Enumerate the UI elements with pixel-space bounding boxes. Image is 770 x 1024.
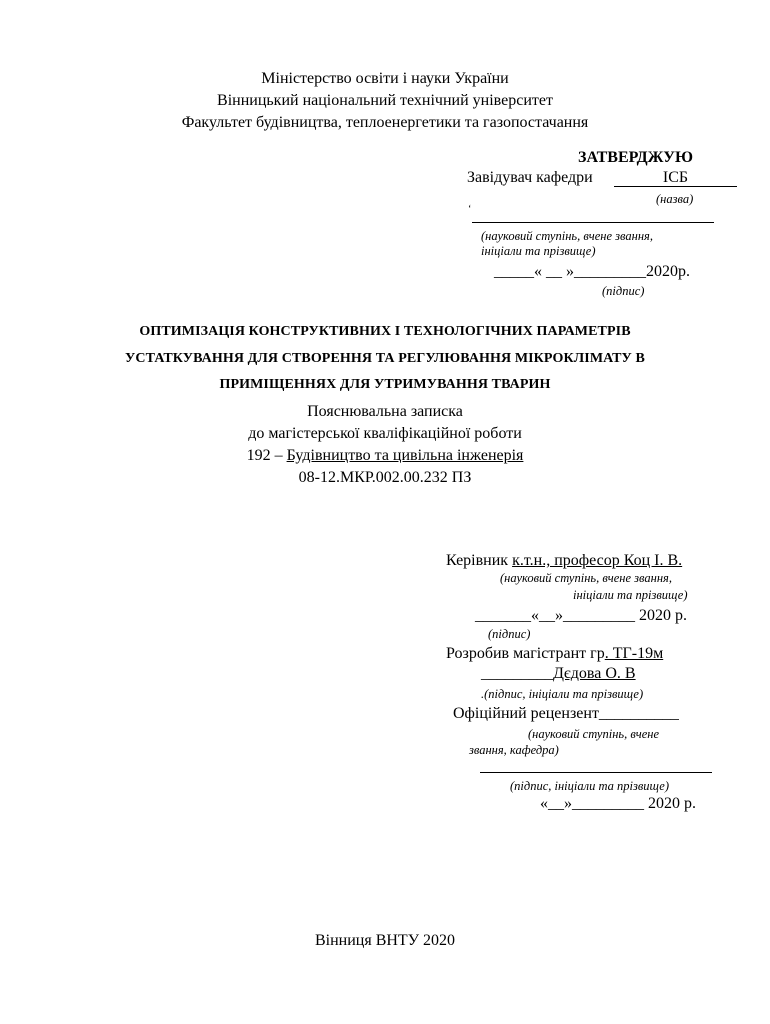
reviewer-caption-3: (підпис, ініціали та прізвище) [510, 779, 669, 793]
approval-signature-caption: (підпис) [602, 284, 645, 298]
spec-code: 192 – [246, 447, 287, 464]
reviewer-signature-line [480, 772, 712, 773]
student-group: . ТГ-19м [604, 645, 664, 662]
doc-code: 08-12.МКР.002.00.232 ПЗ [298, 469, 472, 486]
supervisor-line [446, 553, 682, 569]
doc-type: Пояснювальна записка [307, 403, 463, 420]
small-mark: ‘ [468, 204, 472, 215]
dept-name-underline [614, 186, 737, 187]
spec-name: Будівництво та цивільна інженерія [286, 447, 524, 464]
title-line-3: ПРИМІЩЕННЯХ ДЛЯ УТРИМУВАННЯ ТВАРИН [219, 377, 551, 392]
supervisor-caption-1: (науковий ступінь, вчене звання, [500, 571, 672, 585]
ministry-line: Міністерство освіти і науки України [261, 70, 509, 87]
student-line [446, 646, 663, 662]
doc-to: до магістерської кваліфікаційної роботи [248, 425, 522, 442]
supervisor-caption-2: ініціали та прізвище) [573, 588, 688, 602]
student-name: Дєдова О. В [553, 665, 636, 682]
supervisor-value: к.т.н., професор Коц І. В. [512, 552, 683, 569]
title-line-1: ОПТИМІЗАЦІЯ КОНСТРУКТИВНИХ І ТЕХНОЛОГІЧНИХ ПАРАМЕТРІВ [139, 324, 631, 339]
dept-name: ІСБ [662, 169, 689, 186]
approval-heading: ЗАТВЕРДЖУЮ [578, 149, 694, 166]
head-of-dept-label: Завідувач кафедри [467, 169, 593, 186]
student-blank: _________ [481, 665, 553, 682]
supervisor-signature-caption: (підпис) [488, 627, 531, 641]
reviewer-date-line: «__»_________ 2020 р. [540, 795, 696, 812]
name-caption: (назва) [656, 192, 694, 206]
approval-date-line: _____« __ »_________2020р. [494, 263, 690, 280]
footer-city-year: Вінниця ВНТУ 2020 [314, 932, 456, 949]
supervisor-date-line: _______«__»_________ 2020 р. [475, 607, 687, 624]
doc-specialty [0, 448, 770, 464]
degree-caption-1: (науковий ступінь, вчене звання, [481, 229, 653, 243]
reviewer-caption-1: (науковий ступінь, вчене [528, 727, 660, 741]
student-label: Розробив магістрант гр [446, 645, 605, 662]
reviewer-caption-2: звання, кафедра) [469, 743, 559, 757]
title-line-2: УСТАТКУВАННЯ ДЛЯ СТВОРЕННЯ ТА РЕГУЛЮВАННЯ МІКРОКЛІМАТУ В [125, 351, 645, 366]
degree-signature-line [472, 222, 714, 223]
student-caption: .(підпис, ініціали та прізвище) [481, 687, 644, 701]
student-name-line [481, 666, 636, 682]
degree-caption-2: ініціали та прізвище) [481, 244, 596, 258]
reviewer-label: Офіційний рецензент__________ [453, 705, 679, 722]
faculty-line: Факультет будівництва, теплоенергетики та газопостачання [181, 114, 589, 131]
university-line: Вінницький національний технічний університет [217, 92, 553, 109]
supervisor-label: Керівник [446, 552, 513, 569]
